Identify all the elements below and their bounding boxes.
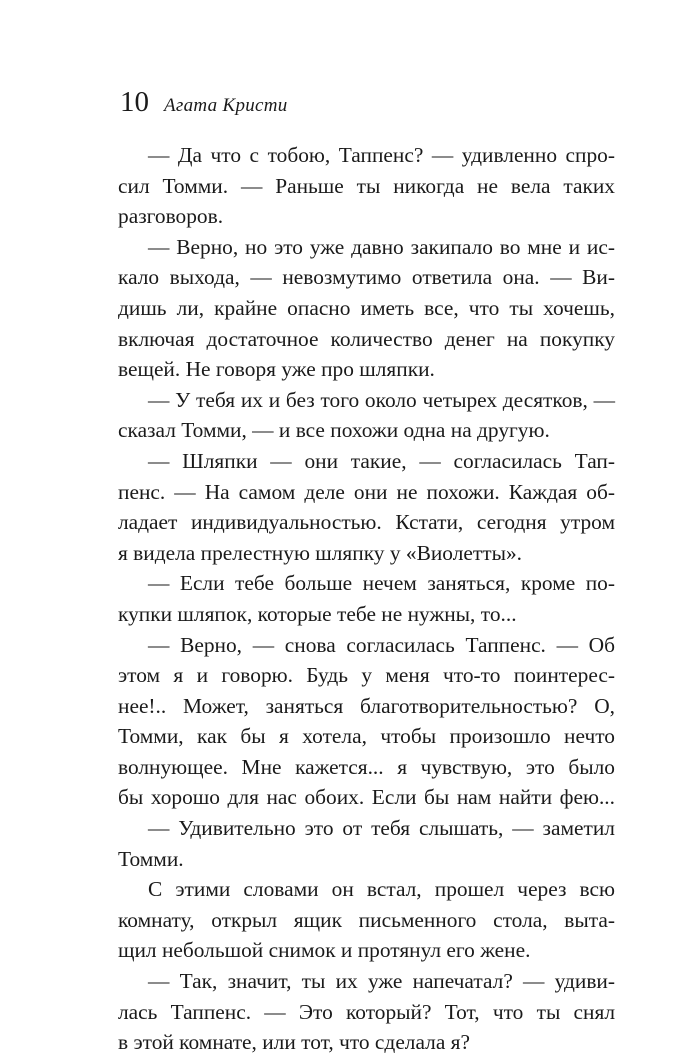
text-line: — Удивительно это от тебя слышать, — заметил [148,816,615,841]
text-line: дишь ли, крайне опасно иметь все, что ты хочешь, [118,295,615,320]
text-line: сил Томми. — Раньше ты никогда не вела таких [118,173,615,198]
text-line: купки шляпок, которые тебе не нужны, то... [118,601,517,626]
body-text [118,140,615,1058]
text-line: волнующее. Мне кажется... я чувствую, это было [118,754,615,779]
text-line: лась Таппенс. — Это который? Тот, что ты снял [118,999,615,1024]
text-line: С этими словами он встал, прошел через всю [148,877,615,902]
text-line: — Так, значит, ты их уже напечатал? — удиви- [148,969,615,994]
text-line: включая достаточное количество денег на покупку [118,326,615,351]
text-line: сказал Томми, — и все похожи одна на другую. [118,418,550,443]
text-line: — Если тебе больше нечем заняться, кроме по- [148,571,615,596]
text-line: комнату, открыл ящик письменного стола, выта- [118,907,615,932]
text-line: разговоров. [118,204,224,229]
running-head [120,86,288,126]
text-line: я видела прелестную шляпку у «Виолетты». [118,540,522,565]
text-line: Томми. [118,846,184,871]
text-line: — Верно, но это уже давно закипало во мне и ис- [148,234,615,259]
text-line: ладает индивидуальностью. Кстати, сегодня утром [118,510,615,535]
text-line: бы хорошо для нас обоих. Если бы нам найти фею... [118,785,615,810]
page-number: 10 [120,86,149,118]
text-line: пенс. — На самом деле они не похожи. Каждая об- [118,479,615,504]
text-line: — У тебя их и без того около четырех десятков, — [148,387,615,412]
text-line: щил небольшой снимок и протянул его жене. [118,938,531,963]
text-line: Томми, как бы я хотела, чтобы произошло нечто [118,724,615,749]
text-line: кало выхода, — невозмутимо ответила она. — Ви- [118,265,615,290]
running-head-author: Агата Кристи [164,95,288,116]
text-line: нее!.. Может, заняться благотворительностью? О, [118,693,615,718]
text-line: — Шляпки — они такие, — согласилась Тап- [148,448,615,473]
text-line: — Да что с тобою, Таппенс? — удивленно спро- [148,143,615,167]
text-line: этом я и говорю. Будь у меня что-то поинтерес- [118,663,615,688]
text-line: в этой комнате, или тот, что сделала я? [118,1030,471,1055]
text-line: — Верно, — снова согласилась Таппенс. — Об [148,632,615,657]
text-line: вещей. Не говоря уже про шляпки. [118,357,435,382]
